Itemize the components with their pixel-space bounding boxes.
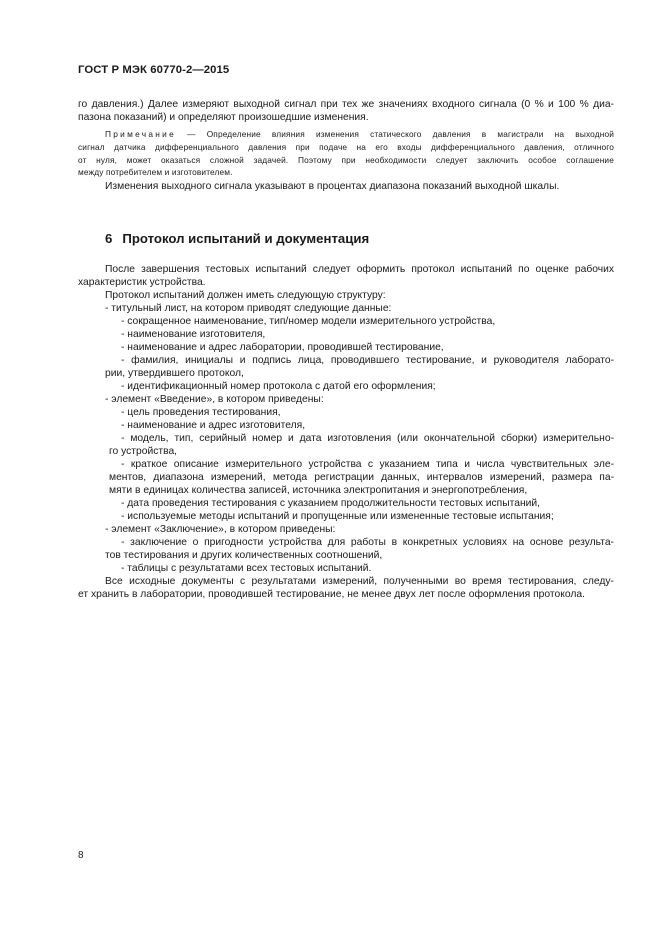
section-heading xyxy=(105,231,369,246)
note-line xyxy=(105,128,614,141)
note-line: от нуля, может оказаться сложной задачей. Поэтому при необходимости следует заключить особое соглашение xyxy=(78,155,614,165)
list-subitem: - заключение о пригодности устройства для работы в конкретных условиях на основе результа- xyxy=(121,537,614,548)
intro-line: го давления.) Далее измеряют выходной сигнал при тех же значениях входного сигнала (0 % и 100 % диа- xyxy=(78,99,614,110)
list-item: - элемент «Введение», в котором приведены: xyxy=(105,394,324,405)
note-line: между потребителем и изготовителем. xyxy=(78,167,233,177)
list-item: - элемент «Заключение», в котором приведены: xyxy=(105,524,336,535)
list-subitem: - фамилия, инициалы и подпись лица, проводившего тестирование, и руководителя лаборато- xyxy=(121,355,614,366)
list-subitem-cont: го устройства, xyxy=(109,446,178,457)
intro-line: пазона показаний) и определяют произошедшие изменения. xyxy=(78,112,369,123)
body-line: Протокол испытаний должен иметь следующую структуру: xyxy=(105,290,386,301)
list-subitem-cont: мяти в единицах количества записей, источника электропитания и энергопотребления, xyxy=(109,485,528,496)
document-header: ГОСТ Р МЭК 60770-2—2015 xyxy=(78,64,230,76)
change-paragraph: Изменения выходного сигнала указывают в процентах диапазона показаний выходной шкалы. xyxy=(105,181,560,192)
list-subitem: - наименование и адрес изготовителя, xyxy=(121,420,306,431)
body-line: характеристик устройства. xyxy=(78,277,206,288)
list-subitem: - сокращенное наименование, тип/номер модели измерительного устройства, xyxy=(121,316,496,327)
list-item: - титульный лист, на котором приводят следующие данные: xyxy=(105,303,392,314)
note-line: сигнал датчика дифференциального давления при подаче на его входы дифференциального давления, отличного xyxy=(78,142,614,152)
list-subitem: - наименование и адрес лаборатории, проводившей тестирование, xyxy=(121,342,444,353)
list-subitem: - таблицы с результатами всех тестовых испытаний. xyxy=(121,563,372,574)
list-subitem: - дата проведения тестирования с указанием продолжительности тестовых испытаний, xyxy=(121,498,541,509)
section-number: 6 xyxy=(105,231,113,246)
list-subitem: - идентификационный номер протокола с датой его оформления; xyxy=(121,381,436,392)
list-subitem-cont: ментов, диапазона измерений, метода регистрации данных, интервалов измерений, размера па- xyxy=(109,472,614,483)
section-title: Протокол испытаний и документация xyxy=(122,231,370,246)
list-subitem: - наименование изготовителя, xyxy=(121,329,266,340)
list-subitem-cont: рии, утвердившего протокол, xyxy=(105,368,244,379)
body-line: Все исходные документы с результатами измерений, полученными во время тестирования, следу- xyxy=(105,576,614,587)
list-subitem: - используемые методы испытаний и пропущенные или измененные тестовые испытания; xyxy=(121,511,554,522)
list-subitem-cont: тов тестирования и других количественных соотношений, xyxy=(105,550,383,561)
list-subitem: - модель, тип, серийный номер и дата изготовления (или окончательной сборки) измерительно- xyxy=(121,433,614,444)
note-label: Примечание xyxy=(105,129,177,139)
body-line: ет хранить в лаборатории, проводившей тестирование, не менее двух лет после оформления протокола. xyxy=(78,589,585,600)
list-subitem: - цель проведения тестирования, xyxy=(121,407,281,418)
body-line: После завершения тестовых испытаний следует оформить протокол испытаний по оценке рабочих xyxy=(105,264,614,275)
list-subitem: - краткое описание измерительного устройства с указанием типа и числа чувствительных эле- xyxy=(121,459,614,470)
page-number: 8 xyxy=(78,850,84,861)
note-text: — Определение влияния изменения статического давления в магистрали на выходной xyxy=(176,129,614,139)
